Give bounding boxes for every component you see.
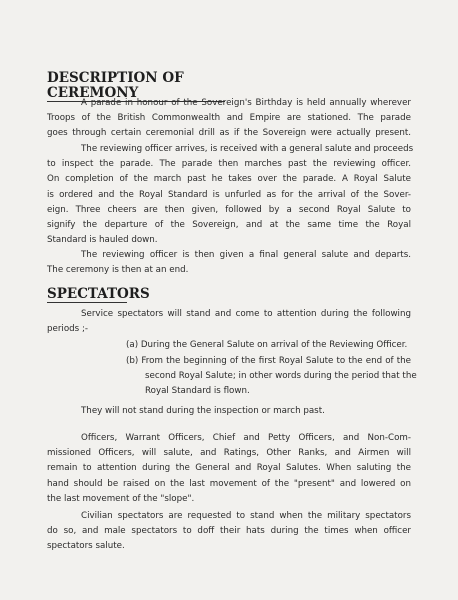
paragraph [47,96,411,142]
text-line: eign. Three cheers are then given, followed by a second Royal Salute to [47,204,411,215]
text-line: Service spectators will stand and come to attention during the following [81,309,411,319]
text-line: hand should be raised on the last movement of the "present" and lowered on [47,478,411,489]
text-line: Officers, Warrant Officers, Chief and Petty Officers, and Non-Com- [81,433,411,443]
section-heading-ceremony: DESCRIPTION OF CEREMONY [47,71,225,102]
text-line: second Royal Salute; in other words during the period that the [145,371,417,382]
text-line: the last movement of the "slope". [47,493,195,504]
paragraph [81,404,411,419]
paragraph [47,142,414,248]
text-line: Standard is hauled down. [47,235,158,246]
text-line: The reviewing officer is then given a final general salute and departs. [81,250,411,260]
text-line: They will not stand during the inspection or march past. [81,406,325,416]
section-heading-spectators: SPECTATORS [47,286,150,302]
text-line: remain to attention during the General and Royal Salutes. When saluting the [47,463,411,474]
text-line: A parade in honour of the Sovereign's Birthday is held annually wherever [81,98,411,108]
text-line: periods ;- [47,324,89,335]
text-line: goes through certain ceremonial drill as if the Sovereign were actually present. [47,128,411,139]
list-item [126,338,411,353]
text-line: On completion of the march past he takes over the parade. A Royal Salute [47,174,411,185]
text-line: The ceremony is then at an end. [47,265,189,276]
text-line: is ordered and the Royal Standard is unfurled as for the arrival of the Sover- [47,189,411,200]
text-line: (b) From the beginning of the first Royal Salute to the end of the [126,356,411,366]
text-line: signify the departure of the Sovereign, and at the same time the Royal [47,220,411,231]
paragraph [47,307,411,337]
text-line: (a) During the General Salute on arrival of the Reviewing Officer. [126,340,408,350]
text-line: The reviewing officer arrives, is received with a general salute and proceeds [81,144,414,154]
paragraph [47,509,411,555]
text-line: missioned Officers, will salute, and Ratings, Other Ranks, and Airmen will [47,448,411,459]
text-line: Royal Standard is flown. [145,386,250,397]
text-line: to inspect the parade. The parade then marches past the reviewing officer. [47,159,411,170]
text-line: spectators salute. [47,541,125,552]
text-line: do so, and male spectators to doff their hats during the times when officer [47,526,411,537]
paragraph [47,431,411,507]
text-line: Civilian spectators are requested to stand when the military spectators [81,511,411,521]
list-item [126,354,417,400]
paragraph [47,248,411,278]
text-line: Troops of the British Commonwealth and Empire are stationed. The parade [47,113,411,124]
